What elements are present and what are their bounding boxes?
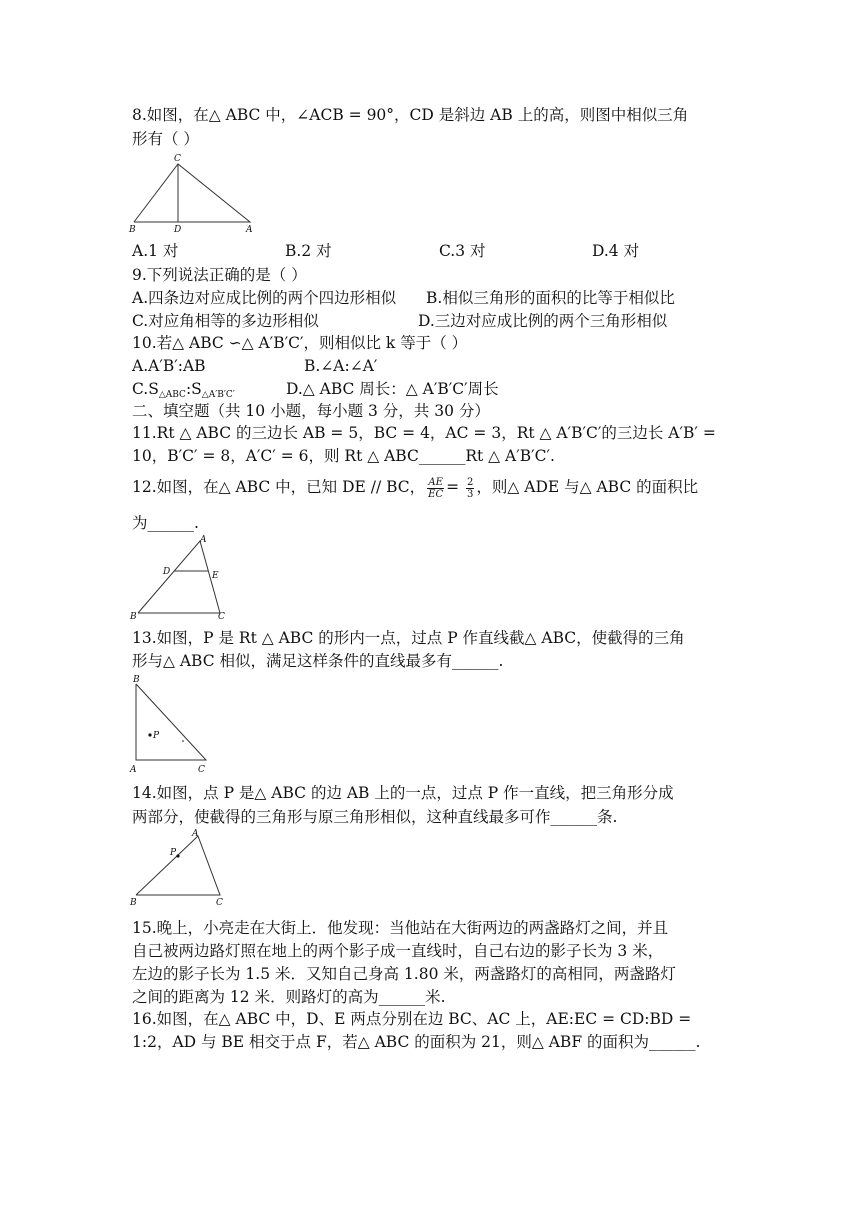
q9-options-row2 (132, 310, 732, 332)
q12-value-numerator: 2 (467, 476, 474, 488)
q12-stem-line1 (132, 476, 698, 500)
q14-figure (128, 828, 238, 912)
q14-label-a: A (192, 829, 199, 839)
q10-option-c-mid: :S (185, 380, 202, 398)
q10-option-c-sub2: △A′B′C′ (201, 390, 235, 400)
section-fill-in-header: 二、填空题（共 10 小题，每小题 3 分，共 30 分） (132, 402, 490, 420)
q13-label-b: B (133, 675, 140, 685)
q8-options (132, 240, 692, 262)
q12-figure (128, 533, 238, 625)
q11-stem-line2: 10，B′C′ = 8，A′C′ = 6，则 Rt △ ABC______Rt △ A′B′C′. (132, 447, 555, 465)
q8-figure (128, 150, 258, 239)
q9-option-a: A.四条边对应成比例的两个四边形相似 (132, 289, 397, 307)
q15-line3: 左边的影子长为 1.5 米．又知自己身高 1.80 米，两盏路灯的高相同，两盏路灯 (132, 965, 676, 983)
q8-option-a: A.1 对 (132, 242, 179, 260)
q8-option-b: B.2 对 (285, 242, 332, 260)
q12-label-e: E (212, 571, 219, 581)
q8-stem-line2: 形有（ ） (132, 130, 199, 148)
q10-options-row2 (132, 378, 732, 400)
q13-stem-line2: 形与△ ABC 相似，满足这样条件的直线最多有______. (132, 652, 504, 670)
q16-line2: 1:2，AD 与 BE 相交于点 F，若△ ABC 的面积为 21，则△ ABF 的面积为______. (132, 1033, 701, 1051)
q14-label-c: C (216, 898, 223, 908)
q9-stem: 9.下列说法正确的是（ ） (132, 266, 307, 284)
q8-label-c: C (174, 154, 181, 164)
q12-label-d: D (163, 567, 171, 577)
q12-stem-line2: 为______. (132, 514, 199, 532)
q10-stem: 10.若△ ABC ∽△ A′B′C′，则相似比 k 等于（ ） (132, 334, 468, 352)
q12-frac-denominator: EC (428, 488, 444, 500)
q14-label-b: B (130, 898, 137, 908)
q12-fraction-ae-ec (427, 477, 444, 500)
q8-option-c: C.3 对 (439, 242, 486, 260)
q8-option-d: D.4 对 (592, 242, 640, 260)
q13-stem-line1: 13.如图，P 是 Rt △ ABC 的形内一点，过点 P 作直线截△ ABC，使截得的三角 (132, 629, 685, 647)
q16-line1: 16.如图，在△ ABC 中，D、E 两点分别在边 BC、AC 上，AE:EC = CD:BD = (132, 1010, 692, 1028)
q15-line4: 之间的距离为 12 米．则路灯的高为______米. (132, 988, 446, 1006)
q15-line2: 自己被两边路灯照在地上的两个影子成一直线时，自己右边的影子长为 3 米， (132, 942, 664, 960)
q8-label-b: B (129, 225, 136, 235)
q12-part2: = (446, 478, 465, 496)
q10-option-c-prefix: C.S (132, 380, 159, 398)
q13-label-p: P (153, 731, 160, 741)
q12-fraction-value (466, 477, 474, 500)
q8-label-a: A (246, 225, 253, 235)
q14-stem-line1: 14.如图，点 P 是△ ABC 的边 AB 上的一点，过点 P 作一直线，把三角形分成 (132, 784, 674, 802)
q8-stem-line1: 8.如图，在△ ABC 中，∠ACB = 90°，CD 是斜边 AB 上的高，则图中相似三角 (132, 106, 689, 124)
q9-option-b: B.相似三角形的面积的比等于相似比 (426, 289, 675, 307)
q9-option-d: D.三边对应成比例的两个三角形相似 (418, 312, 668, 330)
q13-figure (128, 672, 218, 780)
q12-label-c: C (218, 612, 225, 621)
q12-part3: ，则△ ADE 与△ ABC 的面积比 (476, 478, 699, 496)
q9-options-row1 (132, 287, 732, 309)
q13-label-a: A (130, 765, 137, 775)
q13-label-c: C (198, 765, 205, 775)
q8-label-d: D (174, 225, 182, 235)
q12-frac-numerator: AE (428, 476, 443, 488)
q12-value-denominator: 3 (467, 488, 474, 500)
q10-option-c-sub1: △ABC (158, 390, 186, 400)
q12-part1: 12.如图，在△ ABC 中，已知 DE // BC， (132, 478, 426, 496)
q9-option-c: C.对应角相等的多边形相似 (132, 312, 319, 330)
q11-stem-line1: 11.Rt △ ABC 的三边长 AB = 5，BC = 4，AC = 3，Rt △ A′B′C′的三边长 A′B′ = (132, 424, 716, 442)
q10-options-row1 (132, 355, 732, 377)
q12-label-a: A (200, 535, 207, 545)
q14-stem-line2: 两部分，使截得的三角形与原三角形相似，这种直线最多可作______条. (132, 808, 618, 826)
q10-option-b: B.∠A:∠A′ (304, 357, 378, 375)
q15-line1: 15.晚上，小亮走在大街上．他发现：当他站在大街两边的两盏路灯之间，并且 (132, 919, 669, 937)
q10-option-d: D.△ ABC 周长：△ A′B′C′周长 (286, 380, 499, 398)
q12-label-b: B (130, 612, 137, 621)
q10-option-a: A.A′B′:AB (132, 357, 206, 375)
q14-label-p: P (170, 848, 177, 858)
